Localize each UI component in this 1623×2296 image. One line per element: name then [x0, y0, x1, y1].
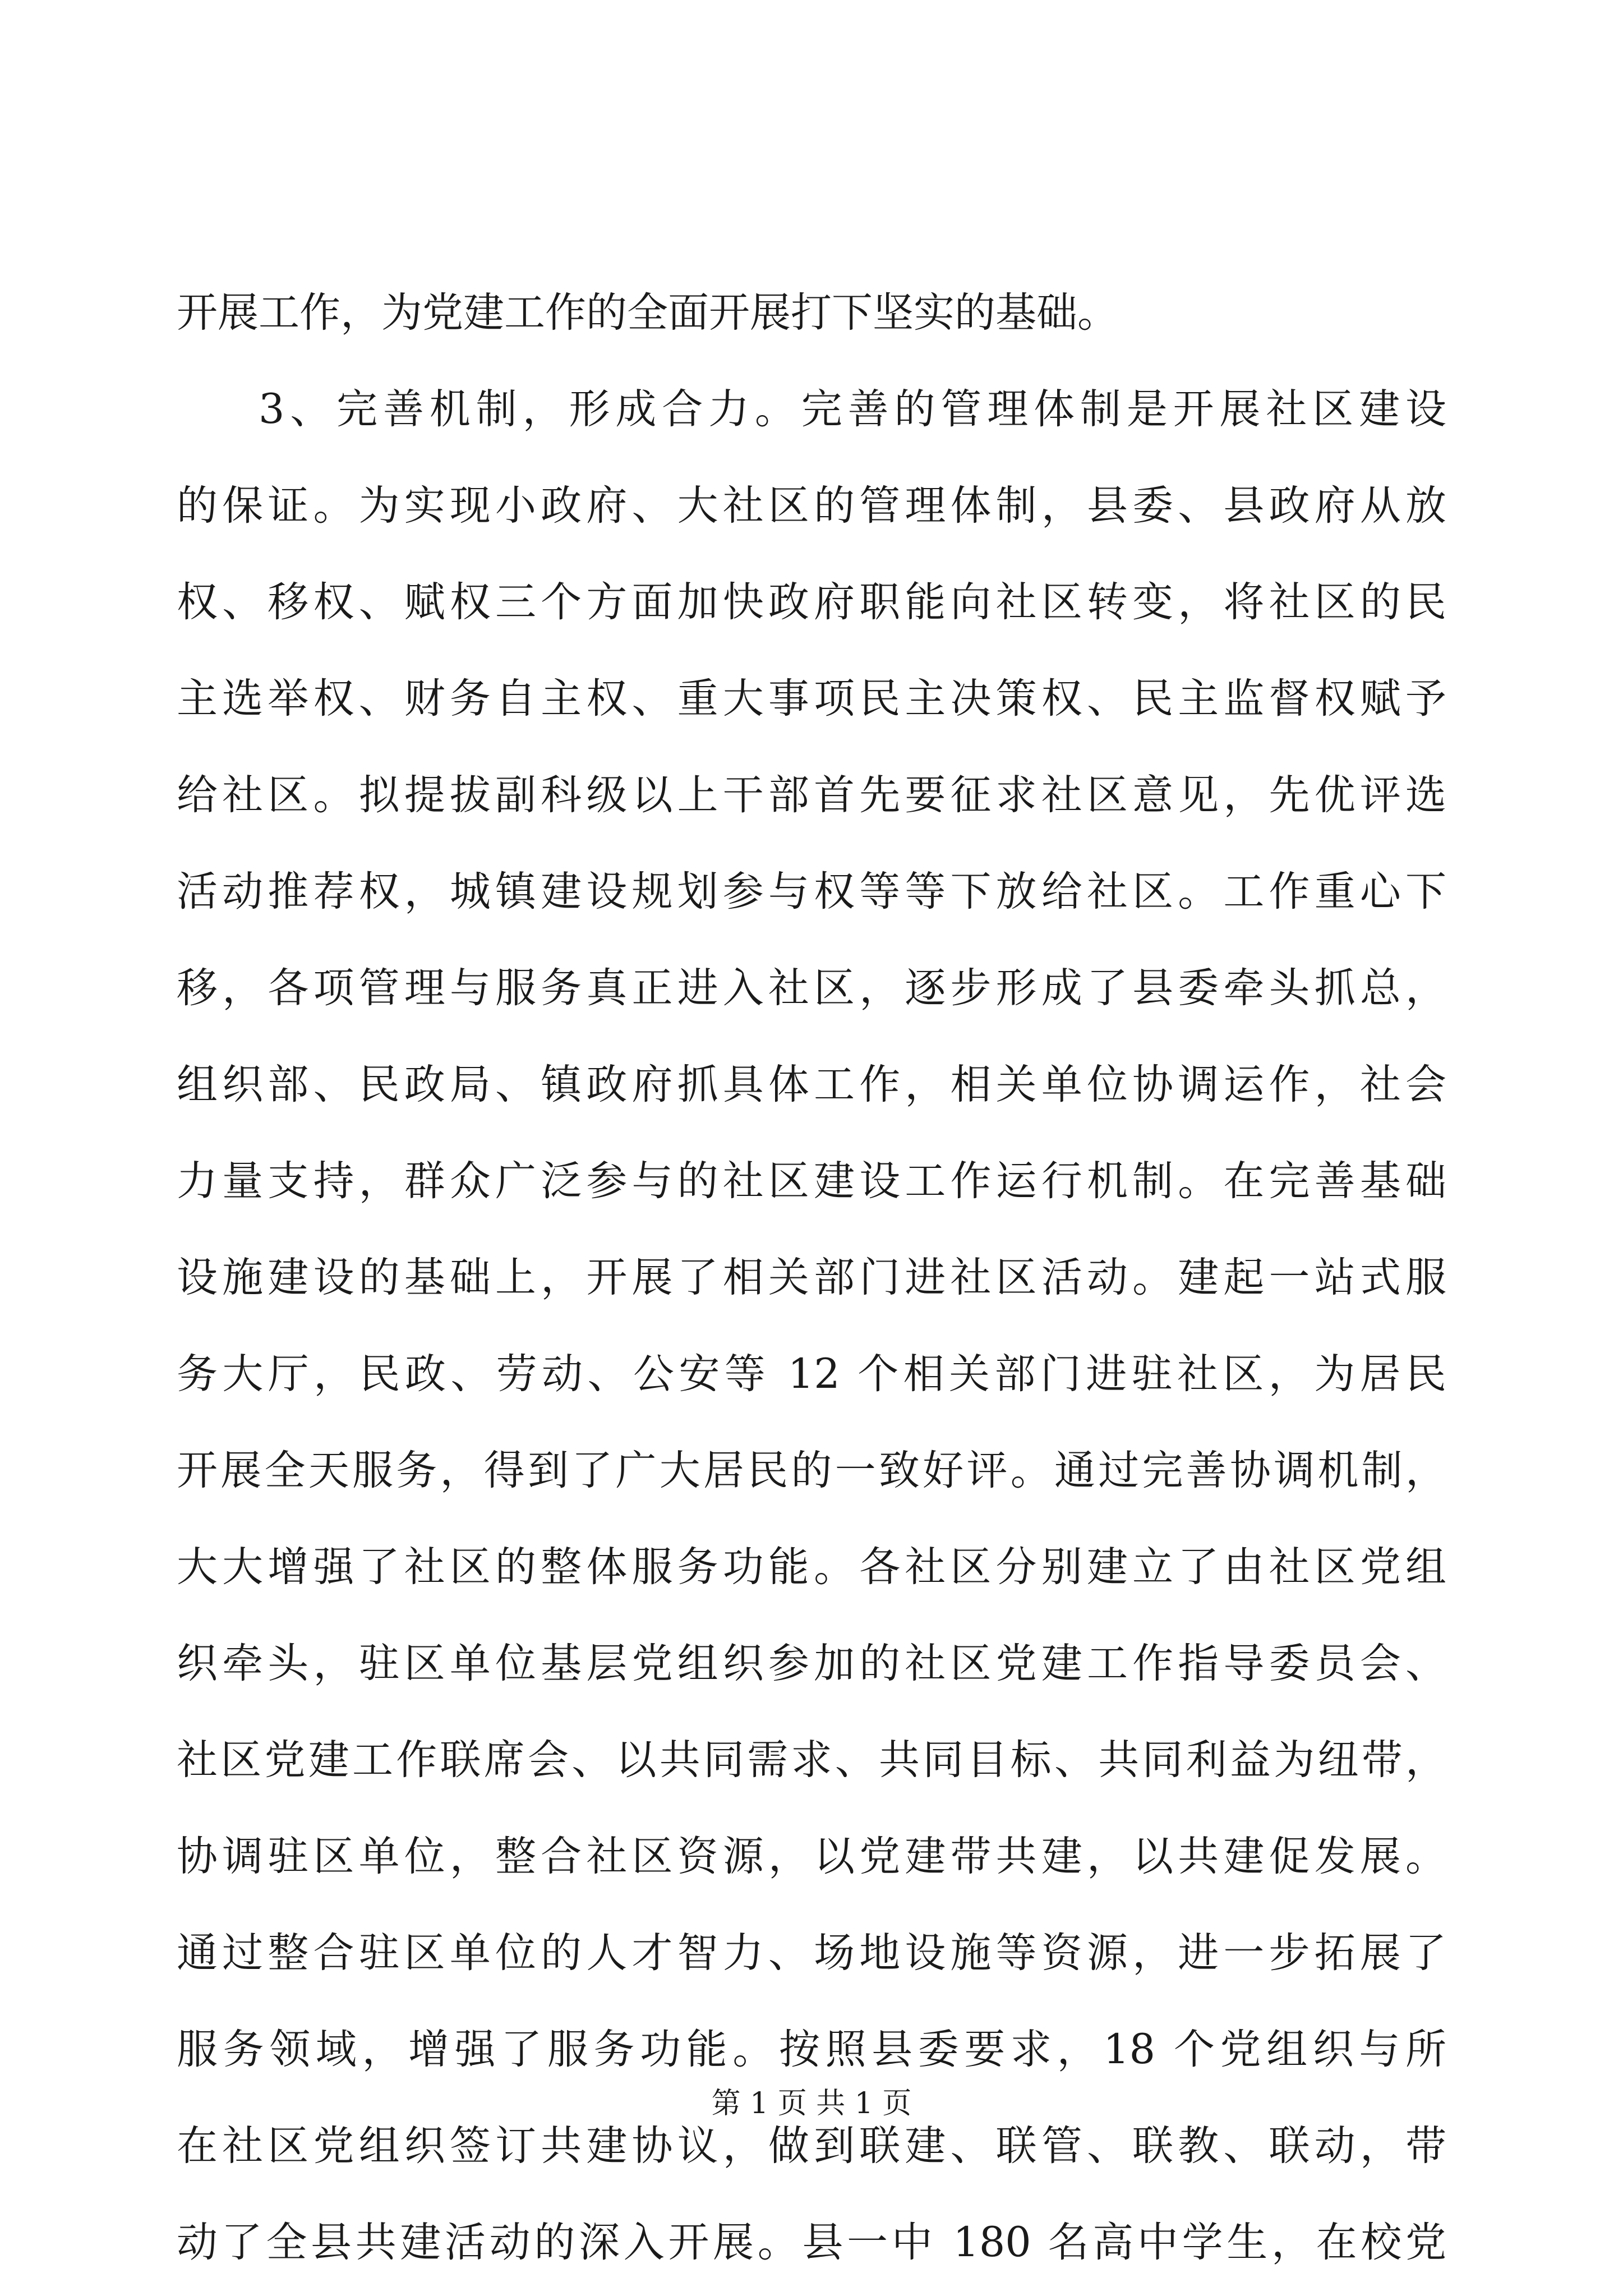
text-line: 开展工作，为党建工作的全面开展打下坚实的基础。 — [177, 289, 1118, 337]
document-body — [177, 265, 1446, 2291]
text-line: 活动推荐权，城镇建设规划参与权等等下放给社区。工作重心下 — [177, 868, 1446, 915]
text-line: 3、完善机制，形成合力。完善的管理体制是开展社区建设 — [259, 385, 1446, 433]
text-line: 大大增强了社区的整体服务功能。各社区分别建立了由社区党组 — [177, 1543, 1446, 1591]
text-line: 协调驻区单位，整合社区资源，以党建带共建，以共建促发展。 — [177, 1833, 1446, 1880]
text-line: 组织部、民政局、镇政府抓具体工作，相关单位协调运作，社会 — [177, 1061, 1446, 1108]
text-line: 服务领域，增强了服务功能。按照县委要求，18 个党组织与所 — [177, 2026, 1446, 2073]
page-number-label: 第 1 页 共 1 页 — [711, 2087, 912, 2120]
text-line: 开展全天服务，得到了广大居民的一致好评。通过完善协调机制， — [177, 1447, 1446, 1494]
text-line: 权、移权、赋权三个方面加快政府职能向社区转变，将社区的民 — [177, 578, 1446, 626]
text-line: 社区党建工作联席会、以共同需求、共同目标、共同利益为纽带， — [177, 1736, 1446, 1784]
text-line: 的保证。为实现小政府、大社区的管理体制，县委、县政府从放 — [177, 482, 1446, 530]
text-line: 移，各项管理与服务真正进入社区，逐步形成了县委牵头抓总， — [177, 964, 1446, 1012]
text-line: 给社区。拟提拔副科级以上干部首先要征求社区意见，先优评选 — [177, 771, 1446, 819]
page-footer — [0, 2081, 1623, 2126]
text-line: 通过整合驻区单位的人才智力、场地设施等资源，进一步拓展了 — [177, 1929, 1446, 1977]
text-line: 务大厅，民政、劳动、公安等 12 个相关部门进驻社区，为居民 — [177, 1350, 1446, 1398]
text-line: 在社区党组织签订共建协议，做到联建、联管、联教、联动，带 — [177, 2122, 1446, 2170]
text-line: 力量支持，群众广泛参与的社区建设工作运行机制。在完善基础 — [177, 1157, 1446, 1205]
text-line: 主选举权、财务自主权、重大事项民主决策权、民主监督权赋予 — [177, 675, 1446, 723]
text-line: 设施建设的基础上，开展了相关部门进社区活动。建起一站式服 — [177, 1254, 1446, 1301]
text-line: 织牵头，驻区单位基层党组织参加的社区党建工作指导委员会、 — [177, 1640, 1446, 1687]
text-line: 动了全县共建活动的深入开展。县一中 180 名高中学生，在校党 — [177, 2219, 1446, 2266]
